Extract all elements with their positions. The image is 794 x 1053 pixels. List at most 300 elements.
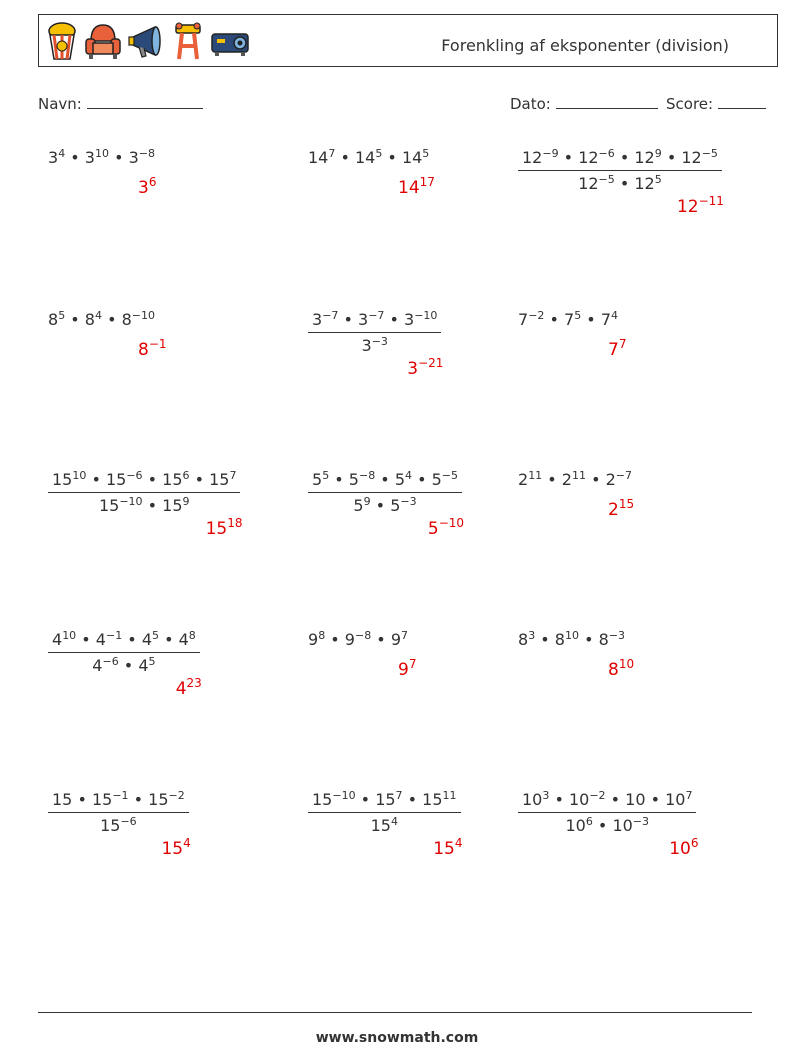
base: 15 [162,496,183,515]
exponent: 5 [422,147,430,160]
base: 2 [608,500,619,520]
numerator [48,790,189,813]
power-term [85,148,109,167]
multiply-dot: • [544,310,565,329]
exponent: −7 [615,469,632,482]
fraction [518,148,722,193]
exponent: 8 [318,629,326,642]
exponent: 8 [188,629,196,642]
date-field[interactable] [510,94,658,113]
multiply-dot: • [128,790,149,809]
multiply-dot: • [142,470,163,489]
answer [205,516,243,539]
base: 12 [578,148,599,167]
problem-expression [48,630,200,675]
multiply-dot: • [142,496,163,515]
power-term [522,790,549,809]
multiply-dot: • [65,310,85,329]
base: 5 [312,470,323,489]
base: 15 [161,839,184,859]
exponent: −10 [119,495,143,508]
fraction [48,790,189,835]
exponent: −1 [148,337,167,351]
base: 9 [390,630,401,649]
problem-expression [308,630,408,649]
multiply-dot: • [542,470,562,489]
base: 7 [564,310,575,329]
multiply-dot: • [661,148,682,167]
answer [427,516,465,539]
power-term [395,470,412,489]
multiply-dot: • [355,790,376,809]
power-term [48,148,65,167]
power-term [599,630,625,649]
power-term [608,657,635,680]
exponent: 4 [183,836,191,850]
power-term [355,148,382,167]
exponent: −10 [414,309,438,322]
power-term [353,496,370,515]
exponent: −1 [112,789,129,802]
multiply-dot: • [370,496,391,515]
power-term [612,816,649,835]
denominator [48,493,240,515]
power-term [52,630,76,649]
multiply-dot: • [122,630,142,649]
multiply-dot: • [605,790,626,809]
denominator [518,813,696,835]
base: 4 [95,630,106,649]
problem-6 [518,309,627,360]
exponent: 7 [395,789,403,802]
exponent: −5 [598,173,615,186]
power-term [375,790,402,809]
problem-expression [308,148,429,167]
power-term [148,790,185,809]
numerator [308,790,461,813]
exponent: 3 [542,789,550,802]
base: 8 [84,310,95,329]
problem-5 [308,309,444,379]
power-term [391,630,408,649]
worksheet-title: Forenkling af eksponenter (division) [441,36,729,55]
fraction [518,790,696,835]
date-blank[interactable] [556,94,658,109]
base: 15 [100,816,121,835]
numerator [48,470,240,493]
base: 5 [427,519,439,539]
base: 8 [121,310,132,329]
exponent: 10 [564,629,579,642]
exponent: 4 [454,836,463,850]
power-term [569,790,606,809]
multiply-dot: • [159,630,179,649]
power-term [634,174,661,193]
power-term [129,148,155,167]
problem-3 [518,147,724,217]
power-term [634,148,661,167]
answer [138,337,167,360]
power-term [433,836,463,859]
multiply-dot: • [76,630,96,649]
denominator [308,813,461,835]
exponent: −6 [120,815,137,828]
power-term [138,656,155,675]
power-term [349,470,375,489]
base: 9 [344,630,355,649]
power-term [402,148,429,167]
power-term [162,496,189,515]
header-icons [45,21,253,63]
base: 10 [665,790,686,809]
power-term [179,630,196,649]
score-label: Score: [666,95,714,113]
exponent: −1 [105,629,123,642]
exponent: −2 [589,789,606,802]
exponent: 18 [227,516,243,530]
multiply-dot: • [65,148,85,167]
problem-12 [518,629,635,680]
power-term [665,790,692,809]
base: 4 [141,630,152,649]
exponent: 11 [442,789,457,802]
exponent: −5 [701,147,718,160]
exponent: −6 [102,655,119,668]
exponent: 10 [62,629,77,642]
base: 10 [565,816,586,835]
exponent: 11 [571,469,586,482]
base: 8 [48,310,59,329]
exponent: −7 [368,309,385,322]
multiply-dot: • [645,790,666,809]
name-field[interactable] [38,94,203,113]
exponent: 4 [611,309,618,322]
fraction [308,790,461,835]
multiply-dot: • [86,470,106,489]
problem-expression [518,470,632,489]
base: 3 [312,310,323,329]
power-term [398,175,435,198]
power-term [562,470,586,489]
exponent: 4 [94,309,102,322]
problem-expression [518,148,722,193]
problem-13 [48,789,191,859]
answer [608,497,635,520]
power-term [518,630,535,649]
power-term [518,470,542,489]
base: 15 [422,790,443,809]
exponent: −10 [332,789,356,802]
problem-9 [518,469,635,520]
base: 12 [578,174,599,193]
power-term [52,790,72,809]
problem-expression [48,470,240,515]
exponent: −21 [418,356,444,370]
exponent: 5 [375,147,383,160]
base: 12 [634,174,655,193]
power-term [371,816,398,835]
exponent: 5 [58,309,66,322]
projector-icon [209,21,253,61]
problem-7 [48,469,243,539]
score-field[interactable] [666,94,766,113]
power-term [427,516,465,539]
base: 5 [390,496,401,515]
base: 4 [138,656,149,675]
multiply-dot: • [384,310,405,329]
base: 3 [361,336,372,355]
power-term [422,790,456,809]
exponent: 10 [618,657,635,671]
answer [669,836,699,859]
problem-expression [518,310,618,329]
power-term [601,310,618,329]
base: 9 [308,630,319,649]
exponent: 7 [328,147,336,160]
power-term [676,194,724,217]
power-term [138,337,167,360]
base: 15 [91,790,113,809]
numerator [308,310,441,333]
exponent: −3 [608,629,625,642]
power-term [578,174,615,193]
exponent: 7 [229,469,237,482]
base: 10 [625,790,646,809]
power-term [681,148,718,167]
power-term [312,310,338,329]
multiply-dot: • [549,790,569,809]
power-term [407,356,444,379]
multiply-dot: • [581,310,601,329]
base: 3 [404,310,415,329]
denominator [48,653,200,675]
power-term [312,790,356,809]
base: 3 [48,148,59,167]
armchair-icon [83,21,123,61]
base: 2 [605,470,616,489]
denominator [308,333,441,355]
problem-4 [48,309,167,360]
power-term [52,470,86,489]
answer [398,175,435,198]
power-term [358,310,384,329]
problem-expression [308,790,461,835]
base: 7 [608,340,619,360]
power-term [606,470,632,489]
answer [138,175,157,198]
power-term [398,657,417,680]
exponent: −10 [131,309,155,322]
multiply-dot: • [335,148,355,167]
multiply-dot: • [402,790,423,809]
denominator [518,171,722,193]
power-term [390,496,416,515]
base: 15 [162,470,183,489]
problem-expression [48,310,155,329]
base: 2 [518,470,529,489]
answer [433,836,463,859]
problem-expression [48,790,189,835]
problem-14 [308,789,463,859]
multiply-dot: • [72,790,92,809]
base: 14 [398,178,420,198]
denominator [308,493,462,515]
exponent: 17 [419,175,435,189]
answer [175,676,202,699]
multiply-dot: • [371,630,391,649]
power-term [209,470,236,489]
exponent: 9 [654,147,662,160]
multiply-dot: • [585,470,606,489]
power-term [308,630,325,649]
exponent: 5 [574,309,582,322]
multiply-dot: • [101,310,122,329]
power-term [96,630,122,649]
power-term [555,630,579,649]
exponent: 7 [401,629,408,642]
base: 15 [209,470,230,489]
exponent: 4 [405,469,412,482]
fraction [48,470,240,515]
power-term [92,656,118,675]
base: 5 [431,470,442,489]
exponent: −2 [168,789,185,802]
power-term [432,470,458,489]
base: 10 [522,790,543,809]
base: 3 [138,178,149,198]
power-term [578,148,615,167]
fraction [48,630,200,675]
base: 14 [308,148,329,167]
exponent: −6 [598,147,615,160]
exponent: 5 [322,469,330,482]
multiply-dot: • [578,630,599,649]
power-term [522,148,559,167]
exponent: 6 [182,469,190,482]
base: 5 [348,470,359,489]
problem-1 [48,147,157,198]
base: 15 [52,470,73,489]
multiply-dot: • [338,310,359,329]
power-term [625,790,645,809]
base: 8 [598,630,609,649]
problem-8 [308,469,465,539]
multiply-dot: • [118,656,139,675]
multiply-dot: • [325,630,345,649]
multiply-dot: • [535,630,555,649]
problem-2 [308,147,435,198]
power-term [362,336,388,355]
power-term [608,337,627,360]
base: 7 [600,310,611,329]
base: 10 [568,790,590,809]
problem-expression [518,790,696,835]
power-term [565,816,592,835]
base: 15 [98,496,120,515]
base: 4 [52,630,63,649]
power-term [345,630,371,649]
name-blank[interactable] [87,94,203,109]
exponent: −3 [400,495,417,508]
base: 15 [105,470,127,489]
power-term [48,310,65,329]
multiply-dot: • [329,470,349,489]
base: 12 [681,148,702,167]
problem-expression [308,310,441,355]
power-term [99,496,143,515]
power-term [175,676,202,699]
power-term [308,148,335,167]
exponent: −3 [632,815,650,828]
multiply-dot: • [558,148,579,167]
score-blank[interactable] [718,94,766,109]
base: 12 [634,148,655,167]
power-term [669,836,699,859]
exponent: 5 [654,173,662,186]
exponent: −11 [698,194,724,208]
exponent: 9 [363,495,371,508]
answer [398,657,417,680]
answer [608,657,635,680]
popcorn-icon [45,21,79,61]
answer [161,836,191,859]
exponent: 23 [186,676,202,690]
date-label: Dato: [510,95,551,113]
base: 15 [375,790,396,809]
exponent: 4 [58,147,66,160]
exponent: −6 [126,469,143,482]
exponent: 6 [690,836,699,850]
power-term [205,516,243,539]
problem-15 [518,789,699,859]
base: 10 [669,839,691,859]
power-term [142,630,159,649]
answer [407,356,444,379]
base: 15 [148,790,169,809]
exponent: −5 [441,469,459,482]
multiply-dot: • [375,470,395,489]
exponent: −8 [354,629,372,642]
base: 4 [178,630,189,649]
exponent: −8 [358,469,376,482]
exponent: 4 [390,815,398,828]
multiply-dot: • [189,470,210,489]
base: 10 [612,816,633,835]
exponent: 9 [182,495,190,508]
base: 3 [407,359,419,379]
exponent: −9 [542,147,559,160]
exponent: 3 [528,629,536,642]
numerator [308,470,462,493]
director-stand-icon [171,21,205,61]
power-term [518,310,544,329]
base: 8 [554,630,565,649]
exponent: 7 [408,657,417,671]
exponent: 5 [148,655,156,668]
base: 5 [394,470,405,489]
base: 3 [358,310,369,329]
problem-expression [518,630,625,649]
power-term [122,310,155,329]
base: 12 [522,148,543,167]
multiply-dot: • [614,174,635,193]
exponent: −3 [371,335,388,348]
base: 8 [518,630,529,649]
problem-10 [48,629,202,699]
base: 3 [84,148,95,167]
numerator [518,148,722,171]
power-term [92,790,129,809]
